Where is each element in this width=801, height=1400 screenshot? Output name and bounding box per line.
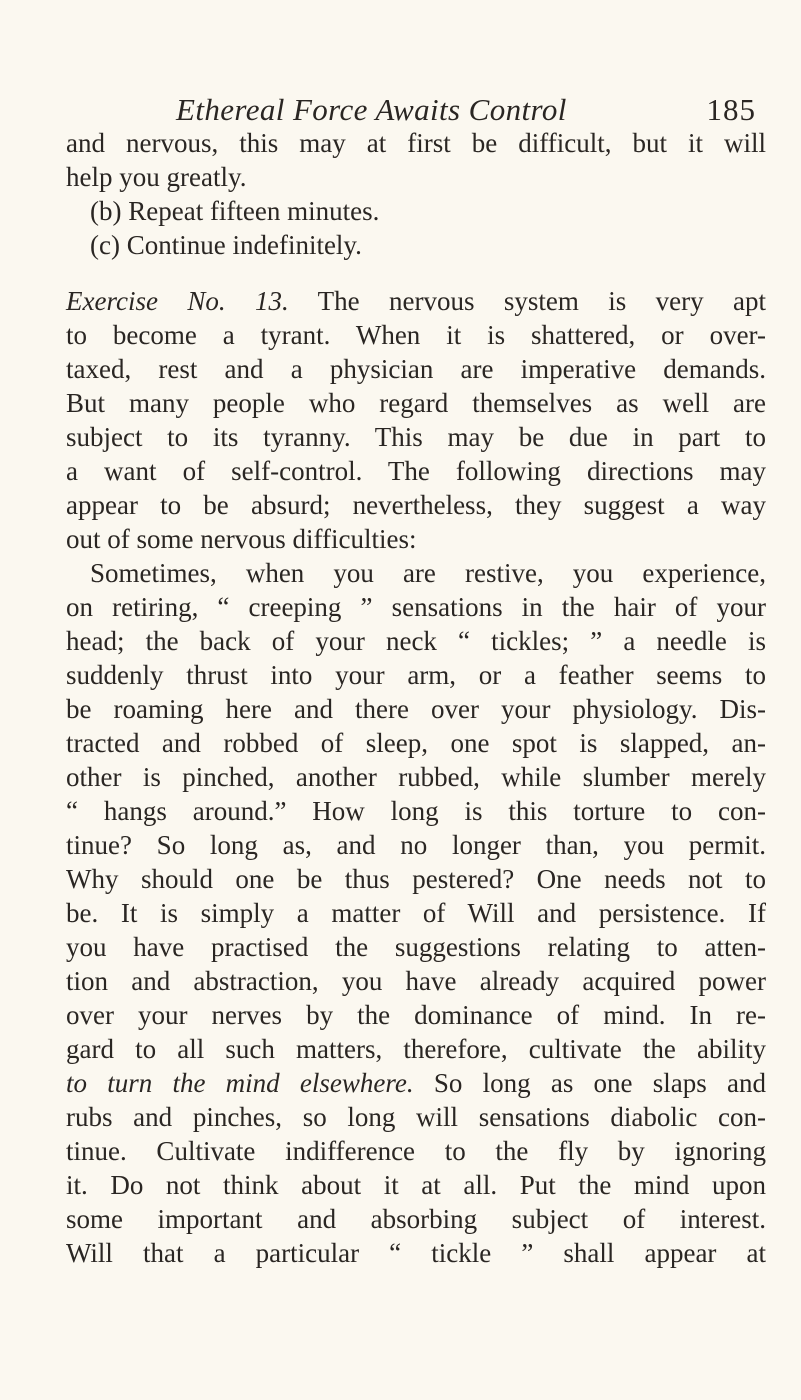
- running-title: Ethereal Force Awaits Control: [176, 92, 567, 127]
- text-line: gard to all such matters, therefore, cultivate the ability: [66, 1034, 766, 1064]
- text-line: Why should one be thus pestered? One needs not to: [66, 864, 766, 894]
- text-line: you have practised the suggestions relating to atten-: [66, 932, 766, 962]
- text-line: on retiring, “ creeping ” sensations in the hair of your: [66, 592, 766, 622]
- text-line: out of some nervous difficulties:: [66, 524, 417, 554]
- text-line: rubs and pinches, so long will sensations diabolic con-: [66, 1102, 766, 1132]
- exercise-heading: Exercise No. 13.: [66, 286, 289, 316]
- text-line: suddenly thrust into your arm, or a feather seems to: [66, 660, 766, 690]
- text-line: some important and absorbing subject of interest.: [66, 1204, 766, 1234]
- text-line-continuation: So long as one slaps and: [413, 1068, 766, 1098]
- text-line: [66, 284, 766, 318]
- text-line: help you greatly.: [66, 162, 247, 192]
- text-line: tracted and robbed of sleep, one spot is slapped, an-: [66, 728, 766, 758]
- text-line: But many people who regard themselves as well are: [66, 388, 766, 418]
- text-line: “ hangs around.” How long is this torture to con-: [66, 796, 766, 826]
- emphasized-phrase: to turn the mind elsewhere.: [66, 1068, 414, 1098]
- text-line: other is pinched, another rubbed, while slumber merely: [66, 762, 766, 792]
- text-line: [66, 1066, 766, 1100]
- text-line: (b) Repeat fifteen minutes.: [90, 196, 380, 226]
- page-number: 185: [706, 92, 756, 127]
- text-line: it. Do not think about it at all. Put the mind upon: [66, 1170, 766, 1200]
- text-line: (c) Continue indefinitely.: [90, 230, 362, 260]
- text-line: be. It is simply a matter of Will and persistence. If: [66, 898, 766, 928]
- paragraph-gap: [66, 262, 766, 284]
- text-line: subject to its tyranny. This may be due in part to: [66, 422, 766, 452]
- text-line: over your nerves by the dominance of mind. In re-: [66, 1000, 766, 1030]
- text-line: to become a tyrant. When it is shattered, or over-: [66, 320, 766, 350]
- text-line: be roaming here and there over your physiology. Dis-: [66, 694, 766, 724]
- text-line: taxed, rest and a physician are imperative demands.: [66, 354, 766, 384]
- text-line: Sometimes, when you are restive, you experience,: [90, 558, 766, 588]
- text-line: head; the back of your neck “ tickles; ” a needle is: [66, 626, 766, 656]
- text-line: appear to be absurd; nevertheless, they suggest a way: [66, 490, 766, 520]
- text-line: and nervous, this may at first be difficult, but it will: [66, 128, 766, 158]
- text-line: tion and abstraction, you have already acquired power: [66, 966, 766, 996]
- text-line: Will that a particular “ tickle ” shall appear at: [66, 1238, 766, 1268]
- text-line: tinue? So long as, and no longer than, you permit.: [66, 830, 766, 860]
- text-line: tinue. Cultivate indifference to the fly by ignoring: [66, 1136, 766, 1166]
- text-line: a want of self-control. The following directions may: [66, 456, 766, 486]
- text-line-continuation: The nervous system is very apt: [288, 286, 766, 316]
- body-text: [66, 126, 766, 1270]
